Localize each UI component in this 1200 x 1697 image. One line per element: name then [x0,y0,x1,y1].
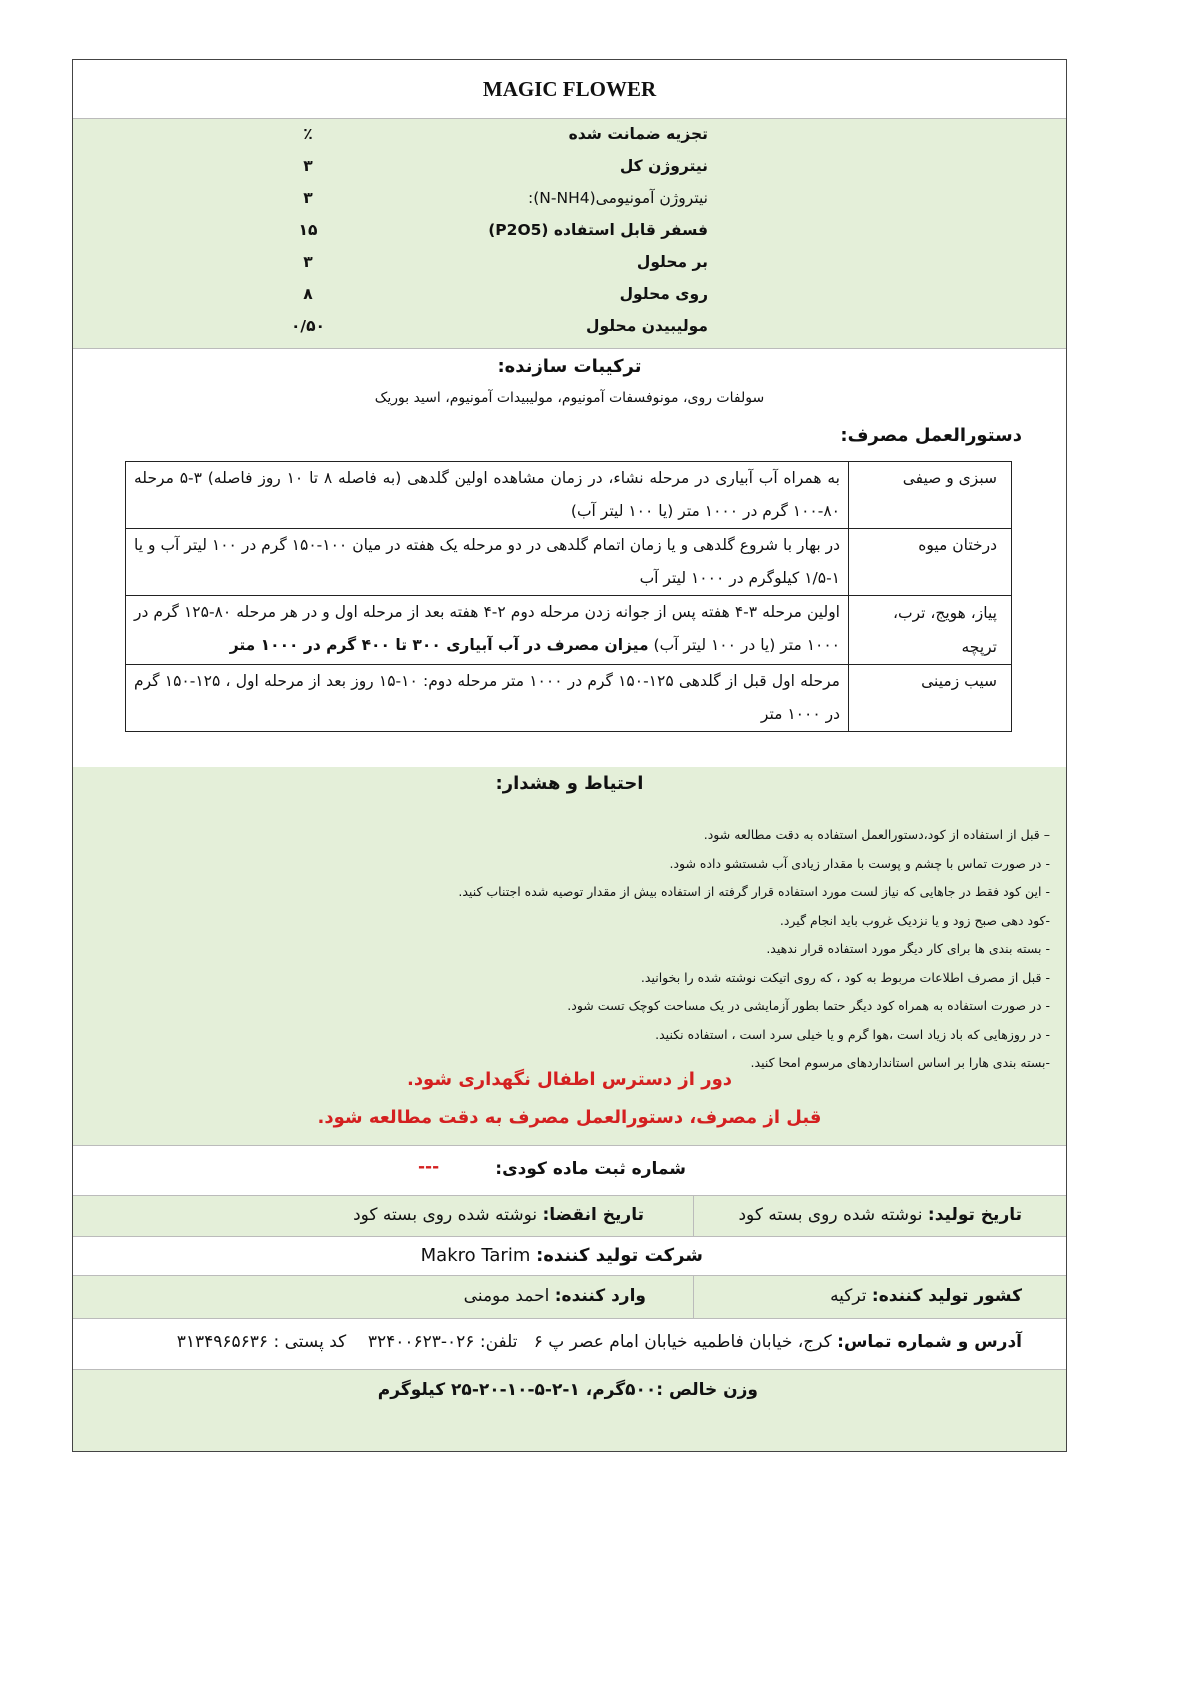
contact-phone: تلفن: ۰۲۶-۳۲۴۰۰۶۲۳ [367,1332,518,1352]
analysis-label: تجزیه ضمانت شده [568,125,708,143]
analysis-value: ۸ [303,285,313,303]
list-item: – قبل از استفاده از کود،دستورالعمل استفاده به دقت مطالعه شود. [703,827,1050,842]
list-item: - بسته بندی ها برای کار دیگر مورد استفاده قرار ندهید. [766,941,1050,956]
table-row [126,596,1012,665]
composition-title: ترکیبات سازنده: [497,356,642,377]
analysis-row [73,249,1066,281]
country-label: کشور تولید کننده: [871,1286,1022,1306]
warning-list [458,821,1050,1078]
production-date-value: نوشته شده روی بسته کود [738,1205,923,1225]
analysis-row [73,217,1066,249]
expiry-date-field [353,1205,644,1225]
importer-value: احمد مومنی [463,1286,550,1306]
contact-row [73,1318,1066,1369]
country-value: ترکیه [830,1286,867,1306]
list-item: - در صورت استفاده به همراه کود دیگر حتما بطور آزمایشی در یک مساحت کوچک تست شود. [567,998,1050,1013]
importer-label: وارد کننده: [554,1286,646,1306]
warning-title: احتیاط و هشدار: [495,773,644,794]
importer-field [464,1286,646,1306]
country-importer-row [73,1275,1066,1318]
usage-title: دستورالعمل مصرف: [840,425,1022,446]
production-date-field [738,1205,1022,1225]
warning-section [73,767,1066,1145]
usage-text: مرحله اول قبل از گلدهی ۱۲۵-۱۵۰ گرم در ۱۰۰۰ متر مرحله دوم: ۱۰-۱۵ روز بعد از مرحله اول ، ۱۲۵-۱۵۰ گرم در ۱۰۰۰ متر [134,672,840,723]
crop-cell: سبزی و صیفی [849,462,1012,529]
net-weight-row [73,1369,1066,1451]
divider [693,1276,694,1318]
analysis-row [73,153,1066,185]
analysis-row [73,185,1066,217]
analysis-label: روی محلول [619,285,708,303]
crop-cell: پیاز، هویج، ترب، ترپچه [849,596,1012,665]
analysis-value: ۱۵ [298,221,318,239]
analysis-value: ٪ [303,125,313,143]
composition-text: سولفات روی، مونوفسفات آمونیوم، مولیبیدات آمونیوم، اسید بوریک [374,390,765,406]
list-item: - این کود فقط در جاهایی که نیاز لست مورد استفاده قرار گرفته از استفاده بیش از مقدار توصیه شده اجتناب کنید. [458,884,1050,899]
net-weight-value: ۵۰۰گرم، ۱-۲-۵-۱۰-۲۰-۲۵ کیلوگرم [377,1380,657,1400]
registration-value: --- [418,1157,440,1177]
analysis-row [73,281,1066,313]
analysis-section [73,119,1066,349]
list-item: - در صورت تماس با چشم و پوست با مقدار زیادی آب شستشو داده شود. [669,855,1050,871]
expiry-date-label: تاریخ انقضا: [542,1205,644,1225]
usage-cell [126,596,849,665]
crop-cell: سیب زمینی [849,665,1012,732]
child-warning: دور از دسترس اطفال نگهداری شود. [406,1069,733,1090]
list-item: - در روزهایی که باد زیاد است ،هوا گرم و یا خیلی سرد است ، استفاده نکنید. [655,1026,1050,1042]
analysis-label: نیتروژن کل [619,157,708,175]
net-weight-label: وزن خالص : [656,1380,758,1400]
table-row [126,665,1012,732]
dates-row [73,1195,1066,1236]
read-instructions-warning: قبل از مصرف، دستورالعمل مصرف به دقت مطالعه شود. [317,1107,822,1128]
list-item: -کود دهی صبح زود و یا نزدیک غروب باید انجام گیرد. [779,912,1050,928]
usage-cell [126,665,849,732]
registration-label: شماره ثبت ماده کودی: [495,1159,686,1179]
contact-field [177,1332,1022,1352]
analysis-label: بر محلول [636,253,708,271]
registration-row [73,1145,1066,1195]
manufacturer-value: Makro Tarim [420,1245,531,1266]
usage-bold-text: میزان مصرف در آب آبیاری ۳۰۰ تا ۴۰۰ گرم در ۱۰۰۰ متر [229,636,649,654]
table-row [126,462,1012,529]
usage-text: در بهار با شروع گلدهی و یا زمان اتمام گلدهی در دو مرحله یک هفته در میان ۱۰۰-۱۵۰ گرم در ۱۰۰ لیتر آب و یا ۱-۱/۵ کیلوگرم در ۱۰۰۰ لیتر آب [134,536,840,587]
manufacturer-field [421,1245,703,1266]
analysis-row [73,313,1066,345]
table-row [126,529,1012,596]
analysis-value: ۳ [303,189,313,207]
analysis-value: ۰/۵۰ [290,317,326,335]
usage-text: به همراه آب آبیاری در مرحله نشاء، در زمان مشاهده اولین گلدهی (به فاصله ۸ تا ۱۰ روز فاصله) ۳-۵ مرحله ۸۰-۱۰۰ گرم در ۱۰۰۰ متر (یا ۱۰۰ لیتر آب) [134,469,840,520]
list-item: - قبل از مصرف اطلاعات مربوط به کود ، که روی اتیکت نوشته شده را بخوانید. [640,969,1050,985]
crop-cell: درختان میوه [849,529,1012,596]
contact-address: کرج، خیابان فاطمیه خیابان امام عصر پ ۶ [533,1332,832,1352]
usage-cell [126,462,849,529]
analysis-row [73,121,1066,153]
registration-field [495,1159,686,1179]
expiry-date-value: نوشته شده روی بسته کود [353,1205,538,1225]
manufacturer-label: شرکت تولید کننده: [536,1245,703,1266]
list-item: -بسته بندی هارا بر اساس استانداردهای مرسوم امحا کنید. [750,1055,1050,1070]
contact-postal: کد پستی : ۳۱۳۴۹۶۵۶۳۶ [176,1332,347,1352]
net-weight-field [378,1380,758,1400]
analysis-label: مولیبیدن محلول [586,317,708,335]
analysis-label: نیتروژن آمونیومی(N-NH4): [528,189,708,207]
production-date-label: تاریخ تولید: [927,1205,1022,1225]
product-label [72,59,1067,1452]
contact-label: آدرس و شماره تماس: [837,1332,1022,1352]
product-title: MAGIC FLOWER [73,60,1066,119]
divider [693,1196,694,1236]
usage-cell [126,529,849,596]
usage-text: اولین مرحله ۳-۴ هفته پس از جوانه زدن مرحله دوم ۲-۴ هفته بعد از مرحله اول و در هر مرحله ۸۰-۱۲۵ گرم در ۱۰۰۰ متر (یا در ۱۰۰ لیتر آب) [134,603,840,654]
usage-table [125,461,1012,732]
country-field [830,1286,1022,1306]
analysis-value: ۳ [303,253,313,271]
manufacturer-row [73,1236,1066,1275]
analysis-label: فسفر قابل استفاده (P2O5) [488,221,708,239]
analysis-value: ۳ [303,157,313,175]
